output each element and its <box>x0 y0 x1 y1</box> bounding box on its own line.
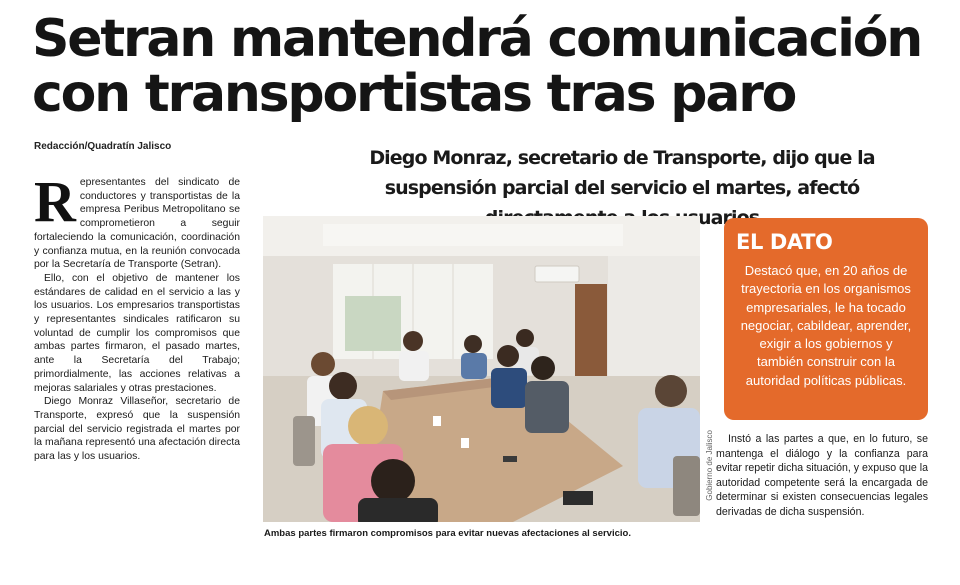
article-column-right <box>716 432 928 520</box>
el-dato-text: Destacó que, en 20 años de trayectoria en los organismos empresariales, le ha tocado negociar, cabildear, aprender, exigir a los gobiernos y también construir con la autoridad políticas públicas. <box>740 263 912 388</box>
article-paragraph-2: Ello, con el objetivo de mantener los estándares de calidad en el servicio a las y los usuarios. Los empresarios transportistas y representantes sindicales ratificaron su voluntad de cumplir los compromisos que ambas partes firmaron, el pasado martes, ante la Secretaría del Trabajo; primordialmente, las acciones relativas a mejoras salariales y otras prestaciones. <box>34 272 240 394</box>
article-paragraph-3: Diego Monraz Villaseñor, secretario de Transporte, expresó que la suspensión parcial del servicio registrada el martes por la mañana representó una afectación directa para las y los usuarios. <box>34 396 240 463</box>
meeting-photo <box>263 216 700 522</box>
meeting-photo-illustration <box>263 216 700 522</box>
article-column-left <box>34 169 240 464</box>
photo-caption: Ambas partes firmaron compromisos para evitar nuevas afectaciones al servicio. <box>264 528 631 539</box>
byline: Redacción/Quadratín Jalisco <box>34 141 172 152</box>
el-dato-box <box>724 218 928 420</box>
subheadline: Diego Monraz, secretario de Transporte, dijo que la suspensión parcial del servicio el martes, afectó usuarios <box>369 147 875 229</box>
article-paragraph-1 <box>34 169 240 272</box>
headline: Setran mantendrá comunicación con transportistas tras paro <box>32 9 922 124</box>
el-dato-title: EL DATO <box>736 230 833 254</box>
article-paragraph-4: Instó a las partes a que, en lo futuro, se mantenga el diálogo y la confianza para evitar repetir dicha situación, y expuso que la autoridad competente será la encargada de determinar si existen consecuencias legales derivadas de dicha suspensión. <box>716 433 928 518</box>
paragraph-1-text: epresentantes del sindicato de conductores y transportistas de la empresa Peribus Metropolitano se comprometieron a seguir fortaleciendo la comunicación, coordinación y confianza mutua, en la reunión convocada por la Secretaría de Transporte (Setran). <box>34 177 240 271</box>
drop-cap: R <box>34 169 76 234</box>
photo-credit: Gobierno de Jalisco <box>705 430 714 501</box>
